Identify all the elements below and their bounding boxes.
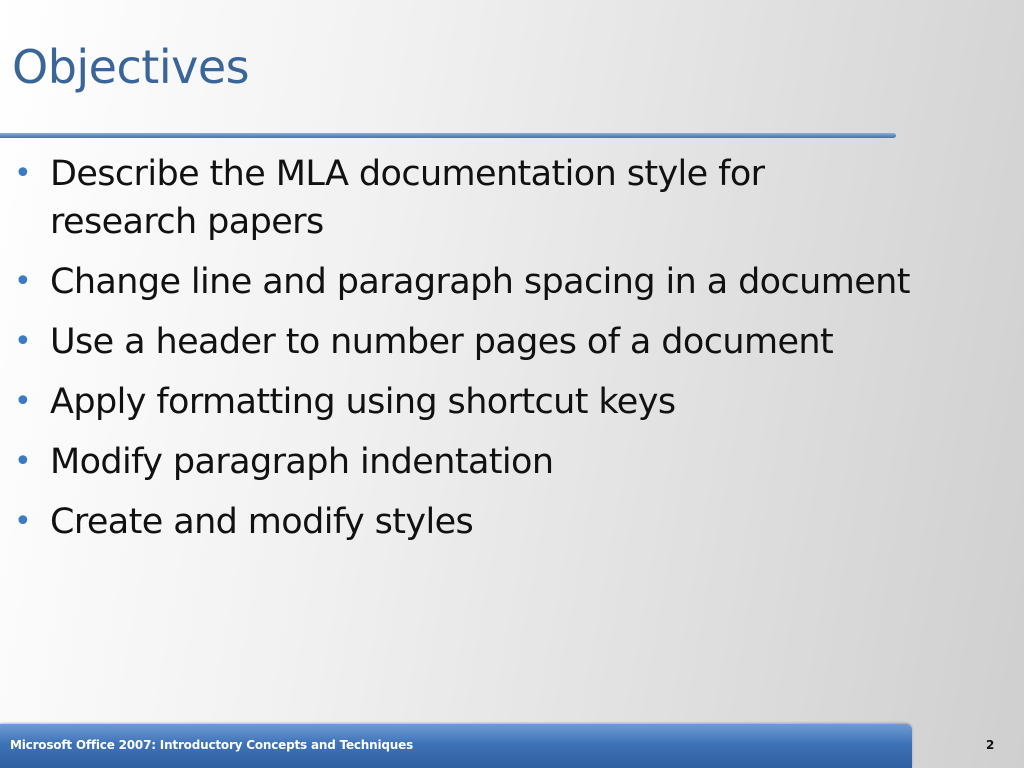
bullet-text: Change line and paragraph spacing in a document — [50, 262, 910, 302]
bullet-text: Apply formatting using shortcut keys — [50, 382, 676, 422]
page-number: 2 — [986, 738, 995, 752]
bullet-item — [0, 150, 920, 246]
slide-title: Objectives — [12, 40, 250, 94]
bullet-text: Modify paragraph indentation — [50, 442, 554, 482]
bullet-text: Describe the MLA documentation style for research papers — [50, 154, 765, 242]
bullet-item — [0, 498, 920, 546]
bullet-dot-icon: • — [14, 156, 32, 191]
bullet-item — [0, 378, 920, 426]
bullet-text: Create and modify styles — [50, 502, 474, 542]
bullet-dot-icon: • — [14, 384, 32, 419]
bullet-item — [0, 258, 920, 306]
bullet-dot-icon: • — [14, 444, 32, 479]
bullet-item — [0, 318, 920, 366]
bullet-list — [0, 150, 920, 558]
bullet-dot-icon: • — [14, 264, 32, 299]
bullet-text: Use a header to number pages of a document — [50, 322, 834, 362]
slide-footer — [0, 724, 1024, 768]
title-underline — [0, 133, 896, 138]
footer-bar — [0, 724, 912, 768]
bullet-dot-icon: • — [14, 324, 32, 359]
bullet-dot-icon: • — [14, 504, 32, 539]
bullet-item — [0, 438, 920, 486]
footer-text: Microsoft Office 2007: Introductory Concepts and Techniques — [10, 738, 414, 752]
